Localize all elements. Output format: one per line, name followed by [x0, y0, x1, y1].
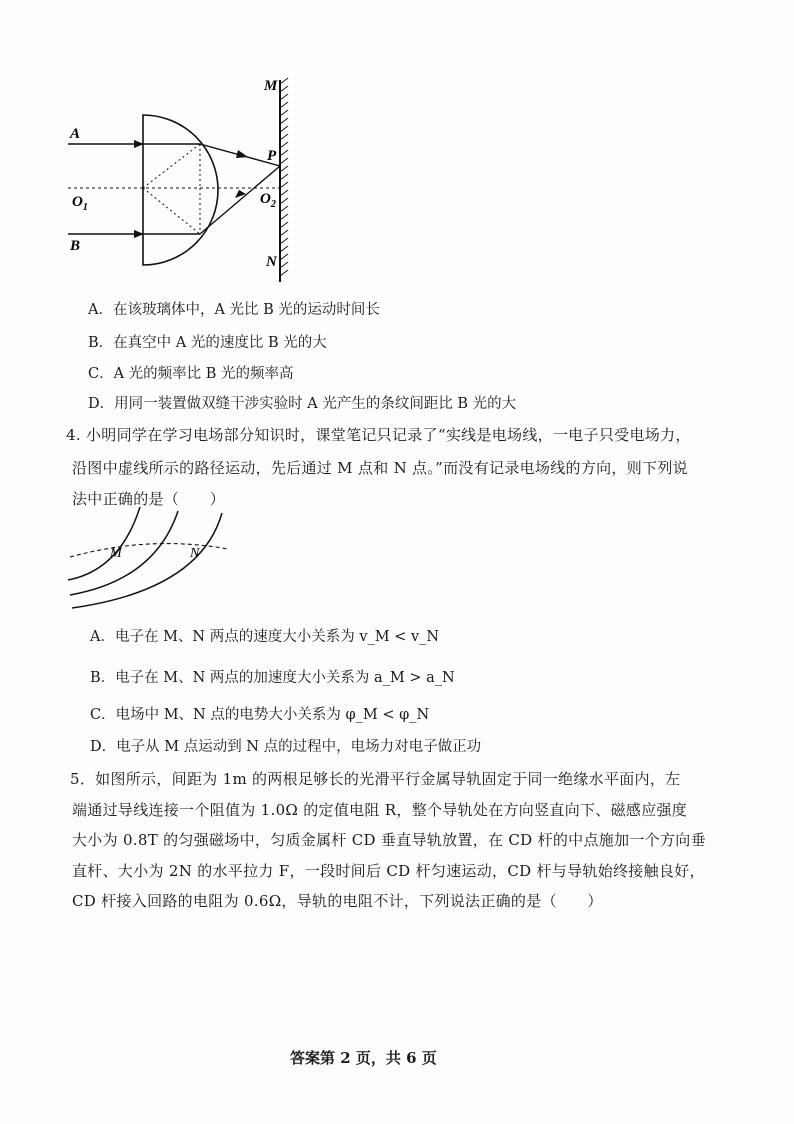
q4-option-c: C．电场中 M、N 点的电势大小关系为 φ_M < φ_N [90, 707, 430, 723]
q4-option-a: A．电子在 M、N 两点的速度大小关系为 v_M < v_N [90, 629, 440, 645]
label-a: A [70, 126, 81, 142]
q4-stem-line-1: 4. 小明同学在学习电场部分知识时，课堂笔记只记录了“实线是电场线，一电子只受电场力， [66, 426, 691, 444]
label-p: P [267, 148, 277, 164]
label-n: N [190, 546, 200, 561]
q3-option-d: D．用同一装置做双缝干涉实验时 A 光产生的条纹间距比 B 光的大 [88, 396, 517, 412]
q4-option-b: B．电子在 M、N 两点的加速度大小关系为 a_M > a_N [90, 670, 455, 686]
normal-b [143, 188, 200, 234]
electron-path [70, 544, 228, 557]
semicircle-glass [143, 115, 218, 265]
label-n: N [266, 254, 277, 270]
mirror-hatching [280, 78, 288, 276]
optics-figure [60, 70, 300, 290]
normal-a [143, 144, 200, 188]
label-m: M [264, 78, 278, 94]
label-o1: $O_1$ [72, 194, 88, 213]
label-b: B [70, 238, 81, 254]
q4-stem-line-2: 沿图中虚线所示的路径运动，先后通过 M 点和 N 点。”而没有记录电场线的方向，则下列说 [72, 459, 688, 477]
arrow-a-refracted [236, 150, 248, 158]
label-o2: $O_2$ [260, 191, 276, 210]
q5-stem-line-1: 5．如图所示，间距为 1m 的两根足够长的光滑平行金属导轨固定于同一绝缘水平面内，左 [70, 770, 681, 788]
label-m: M [110, 546, 122, 561]
q4-option-d: D．电子从 M 点运动到 N 点的过程中，电场力对电子做正功 [90, 739, 482, 755]
q4-stem-line-3: 法中正确的是（ ） [72, 490, 226, 508]
q3-option-c: C．A 光的频率比 B 光的频率高 [88, 366, 294, 382]
field-line-1 [68, 507, 140, 580]
q5-stem-line-3: 大小为 0.8T 的匀强磁场中，匀质金属杆 CD 垂直导轨放置，在 CD 杆的中点施加一个方向垂 [72, 831, 706, 849]
q3-option-b: B．在真空中 A 光的速度比 B 光的大 [88, 335, 327, 351]
q3-option-a: A．在该玻璃体中，A 光比 B 光的运动时间长 [88, 302, 380, 318]
q5-stem-line-2: 端通过导线连接一个阻值为 1.0Ω 的定值电阻 R，整个导轨处在方向竖直向下、磁感应强度 [72, 801, 688, 819]
q5-stem-line-5: CD 杆接入回路的电阻为 0.6Ω，导轨的电阻不计，下列说法正确的是（ ） [72, 892, 603, 910]
page-footer: 答案第 2 页，共 6 页 [290, 1049, 437, 1067]
q5-stem-line-4: 直杆、大小为 2N 的水平拉力 F，一段时间后 CD 杆匀速运动，CD 杆与导轨始终接触良好， [72, 862, 705, 880]
field-lines-figure [60, 505, 240, 615]
